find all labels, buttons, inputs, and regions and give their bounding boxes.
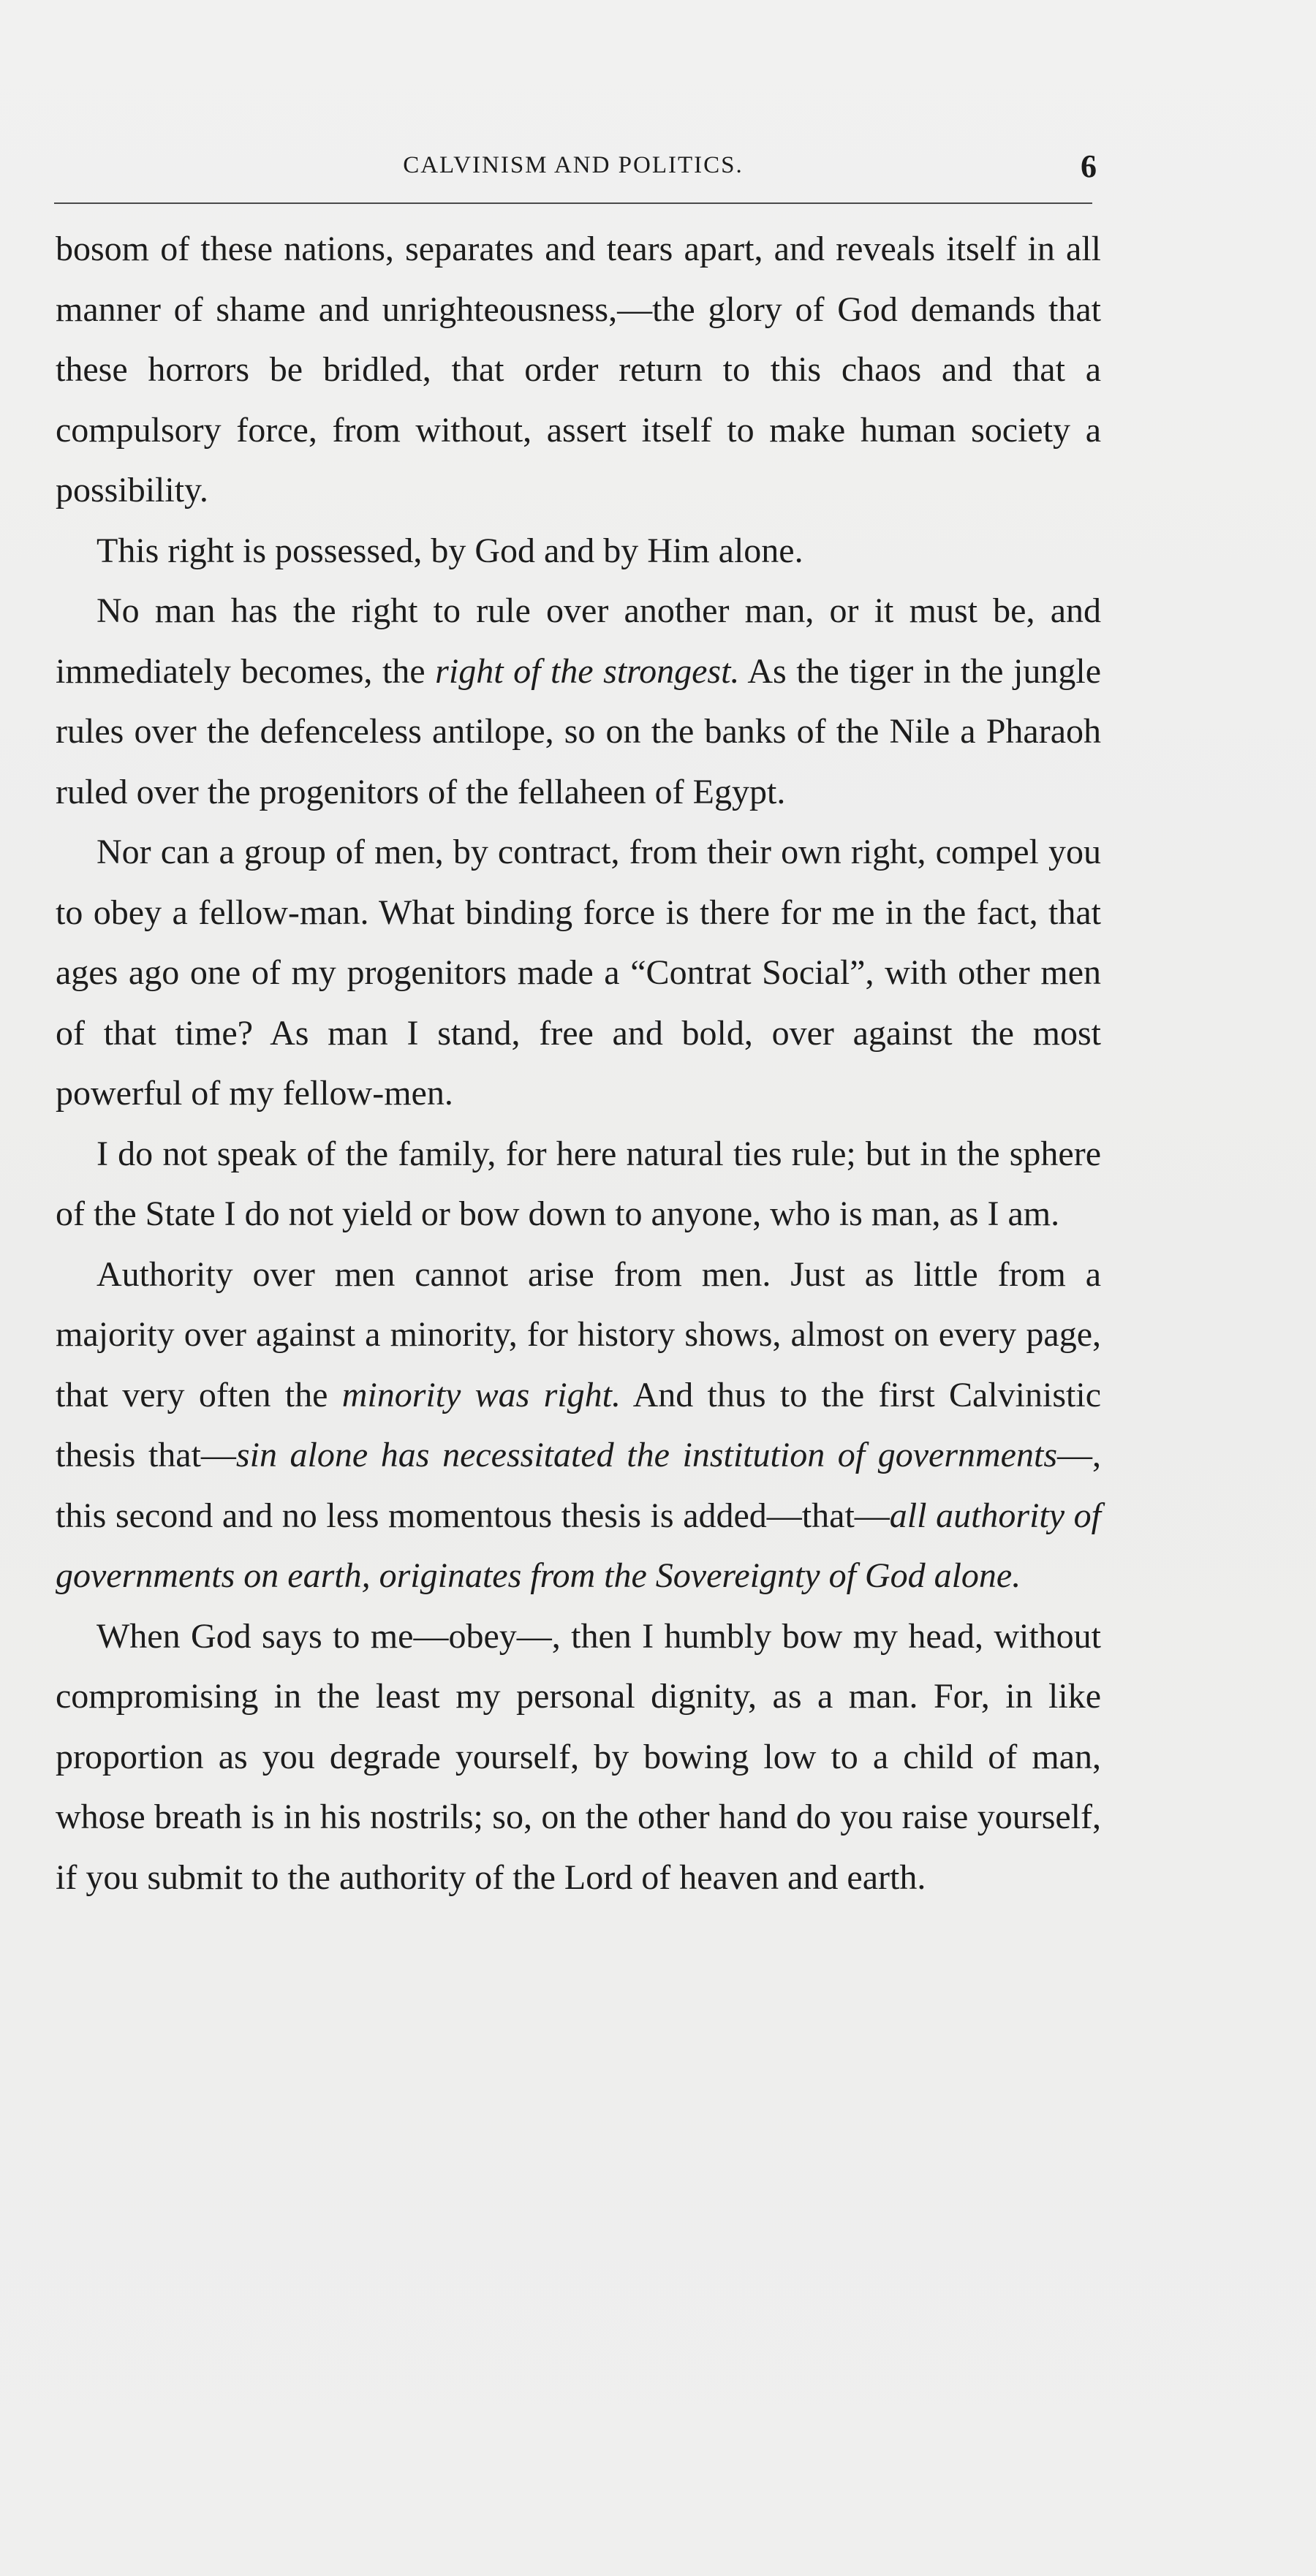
header-rule [54,202,1092,204]
text-run: —, this second and no less momentous thesis is added—that— [56,1436,1101,1535]
italic-text: right of the strongest. [435,651,740,691]
italic-text: minority was right. [341,1375,621,1414]
paragraph [56,521,1101,582]
text-run: As the tiger in the jungle rules over the defenceless antilope, so on the banks of the Nile a Pharaoh ruled over the progenitors of the fellaheen of Egypt. [56,651,1102,811]
text-run: No man has the right to rule over another man, or it must be, and immediately becomes, the [56,591,1101,691]
text-run: This right is possessed, by God and by Him alone. [97,531,803,570]
paragraph [56,1245,1101,1607]
text-run: Authority over men cannot arise from men. Just as little from a majority over against a minority, for history shows, almost on every page, that very often the [56,1254,1101,1414]
paragraph [56,581,1101,822]
text-run: Nor can a group of men, by contract, from their own right, compel you to obey a fellow-man. What binding force is there for me in the fact, that ages ago one of my progenitors made a “Contrat Social”, with other men of that time? As man I stand, free and bold, over against the most powerful of my fellow-men. [56,833,1101,1113]
italic-text: sin alone has necessitated the institution of governments [235,1436,1057,1474]
text-run: I do not speak of the family, for here natural ties rule; but in the sphere of the State I do not yield or bow down to anyone, who is man, as I am. [56,1134,1101,1233]
italic-text: all authority of governments on earth, originates from the Sovereignty of God alone. [56,1496,1102,1595]
running-title: CALVINISM AND POLITICS. [403,152,744,178]
page-number: 6 [1081,148,1097,184]
paragraph [56,1607,1101,1909]
page-header [54,148,1097,192]
paragraph [56,822,1101,1124]
paragraph [56,219,1101,521]
text-run: bosom of these nations, separates and tears apart, and reveals itself in all manner of shame and unrighteousness,—the glory of God demands that these horrors be bridled, that order return to this chaos and that a compulsory force, from without, assert itself to make human society a possibility. [56,230,1101,509]
text-run: When God says to me—obey—, then I humbly bow my head, without compromising in the least my personal dignity, as a man. For, in like proportion as you degrade yourself, by bowing low to a child of man, whose breath is in his nostrils; so, on the other hand do you raise yourself, if you submit to the authority of the Lord of heaven and earth. [56,1616,1101,1897]
body-text [56,219,1101,1908]
text-run: And thus to the first Calvinistic thesis that— [56,1375,1102,1474]
paragraph [56,1124,1101,1245]
